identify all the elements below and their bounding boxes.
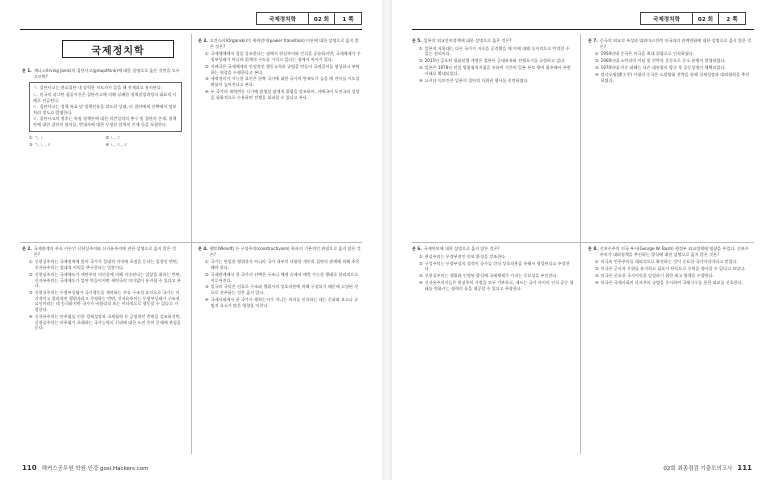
right-page-header [640,12,746,25]
header-subject: 국제정치학 [257,13,309,24]
statement-item: ㄴ. 미국의 피그만 침공사건은 집단사고에 의해 실패한 정책결정과정의 대표적 사례로 언급된다. [33,91,177,103]
answer-option[interactable]: ③ 신현실주의는 행위와 인정된 방식에 국제체제가 가지는 중요성을 부인한다. [419,273,558,279]
answer-options [588,259,752,285]
answer-option[interactable]: ② 미국은 군사적 우위를 유지하고 필요시 단독으로 무력을 행사할 수 있다고 보았다. [595,266,746,272]
question-8 [588,246,752,287]
column-divider [580,34,581,454]
answer-options [588,51,752,83]
question-number: 문 5. [412,38,422,43]
question-stem: 국제안보에 대한 설명으로 옳지 않은 것은? [423,246,500,251]
answer-options [412,254,574,292]
answer-options [198,51,362,100]
header-rule [20,29,362,30]
question-3 [198,38,362,102]
question-2 [22,246,182,332]
footer-text: 02회 최종점검 기출모의고사 [663,466,733,472]
book-gutter [382,0,392,480]
answer-option[interactable]: ② 1960년대 소련과의 이념 및 전략적 갈등으로 중소 분쟁이 발생하였다. [595,58,726,64]
answer-option[interactable]: ④ 두 국가의 세력변동 시기에 발생할 잠재적 위험을 강조하며, 지배국이 도전국의 성장을 평화적으로 수용하면 전쟁을 회피할 수 있다고 본다. [205,89,360,100]
page-number: 110 [22,464,37,472]
header-rule [412,29,754,30]
answer-option[interactable]: ③ 일국의 국익은 선호로 구조와 행위자의 상호작용에 의해 구성되기 때문에 고정된 것으로 간주하는 것은 옳지 않다. [205,284,359,296]
page-number: 111 [737,464,752,472]
question-4 [198,246,362,310]
header-page: 2 쪽 [726,16,738,23]
right-footer [663,464,752,472]
left-footer [22,464,149,472]
answer-option[interactable]: ③ 세력전이가 가능한 요인은 한쪽 국가에 대한 국가의 만족도가 높을 때 전이를 시도할 확률이 높아진다고 본다. [205,76,360,88]
answer-option[interactable]: ④ 국제사회에서 한 국가가 행하는지가 지니는 의미를 인식하는 데는 문화와 요소나 규범적 요소가 많은 영향을 미친다. [205,297,359,308]
answer-choices [22,135,182,148]
question-7 [588,38,752,85]
answer-option[interactable]: ③ 1970년대 미중 화해는 닉슨 대통령의 방중 후 공동성명이 채택되었다. [595,65,726,71]
question-stem: 중국의 외교적 특성과 대외마스전략 미국과의 관계변화에 대한 설명으로 옳지 않은 것은? [599,38,752,49]
answer-options [412,46,574,84]
question-stem: 일본의 외교안보정책에 대한 설명으로 옳은 것은? [423,38,512,43]
answer-option[interactable]: ① 국제체제에서 힘을 강조한다는 점에서 현실주의와 인식을 공유하지만, 국제체제가 무정부상태가 아니라 위계적 구도를 가지고 있다는 점에서 차이가 있다. [205,51,361,62]
question-number: 문 1. [22,68,32,73]
answer-option[interactable]: ③ 신현실주의는 무정부상태가 국가행동을 제약하는 주요 구조적 요인으로 국가는 이기적이고 합리적인 행위자라고 가정하는 반면, 신자유주의는 무정부상태가 구조적 요인이라는 데 동의하지만 국가가 비합리적 또는 이타적으로 행동할 수 있다고 가정한다. [29,290,180,312]
answer-option[interactable]: ① 현실주의는 무정부적인 안보 환경을 강조한다. [419,253,507,259]
header-page: 1 쪽 [342,16,354,23]
question-number: 문 4. [198,246,208,251]
question-number: 문 7. [588,38,598,43]
right-page [392,0,774,480]
question-stem: 오간스키(Organski)의 세력전이(power transition) 이론에 대한 설명으로 옳지 않은 것은? [209,38,359,49]
answer-option[interactable]: ④ 덩샤오핑(鄧小平) 시대의 중국은 도광양회 전략을 통해 경제성장과 대외협력을 추진하였다. [595,72,750,83]
column-divider [191,34,192,454]
answer-option[interactable]: ① 미국의 민주주의를 대외적으로 확산하는 것이 중요한 국가이익이라고 믿었다. [595,259,738,265]
answer-option[interactable]: ① 1950년대 중국은 미국을 최대 위협으로 인식하였다. [595,51,695,57]
question-1 [22,68,182,148]
answer-choice[interactable]: ② ㄴ, ㄷ [105,134,121,140]
question-stem: 웬트(Wendt) 등 구성주의(constructivism) 학파의 기본적인 관점으로 옳지 않은 것은? [209,246,361,257]
answer-choice[interactable]: ④ ㄴ, ㄷ, ㄹ [105,142,128,148]
answer-option[interactable]: ② 구성주의는 무정부성의 성격이 국가들 간의 상호작용을 통해서 형성된다고 주장한다. [419,260,570,272]
header-round: 02 회 [693,13,719,24]
question-stem: 신보수주의 미국 부시(George W. Bush) 행정부 외교정책에 영향을 주었다. 신보수주의가 대외정책을 추진하는 방식에 대한 설명으로 옳지 않은 것은? [599,246,749,257]
question-number: 문 3. [198,38,208,43]
answer-options [198,259,362,308]
question-5 [412,38,574,85]
statement-item: ㄹ. 집단사고의 정후는 특정 정책안에 대한 의견일치의 추구 및 집단의 존재, 정책안에 대한 집단의 합의를, 반대자에 대한 무정한 압력의 존재 등을 포함한다. [33,116,177,128]
answer-option[interactable]: ② 국제관계에서 한 국가의 선택은 구조나 체제 속에서 예측 가능한 행태로 합리적으로 이루어진다. [205,271,359,283]
answer-options [22,259,182,331]
answer-option[interactable]: ① 신현실주의는 국제정치에 있어 국가가 상대적 이익에 초점을 둔다는 입장인 반면, 신자유주의는 절대적 이익을 추구한다는 입장이다. [29,259,179,270]
footer-text: 해커스공무원 학원·인강 gosi.Hackers.com [41,466,149,472]
answer-option[interactable]: ② 신현실주의는 국제체도가 세련주의 의미상에 의해 지속된다는 입장을 취하는 반면, 신자유주의는 국제제도가 일단 만들어지면 세련국의 의미없이 유지될 수 있다고 본다. [29,271,181,289]
answer-choice[interactable]: ③ ㄱ, ㄴ, ㄹ [29,142,52,148]
question-number: 문 2. [22,246,32,251]
answer-option[interactable]: ④ 요시다 독트린은 일본의 집단적 자위권 행사를 선언하였다. [419,77,529,83]
answer-option[interactable]: ② 2015년 공포된 평화헌법 개정은 일본이 군대보유와 전쟁포기를 규정하고 있다. [419,58,566,64]
header-round: 02 회 [309,13,335,24]
section-title: 국제정치학 [62,40,174,58]
left-page-header [256,12,362,25]
answer-option[interactable]: ③ 일본은 1978년 미일 방위협력지침을 통하여 기존의 일본 본토 방어 위주에서 주변사태로 확대되었다. [419,65,571,76]
statement-box [29,82,182,131]
statement-item: ㄱ. 집단사고는 관료집단 내 강력한 지도자가 있을 때 전제되고 유지된다. [33,85,162,91]
question-6 [412,246,574,293]
answer-option[interactable]: ① 국가는 단일한 행위자가 아니라 국가 내부의 다양한 개인과 집단의 관계에 의해 주목해야 한다. [205,259,360,270]
left-page [0,0,382,480]
question-stem: 국제관계의 주요 이론인 신현실주의와 신자유주의에 관한 설명으로 옳지 않은 것은? [33,246,177,257]
question-stem: 재니스(Irving Janis)의 집단사고(groupthink)에 대한 설명으로 옳은 것만을 모두 고르면? [33,68,180,79]
answer-option[interactable]: ② 지배국은 국제체제의 안정적인 행동규칙과 규범을 만들어 국제질서를 형성하고 부여하는 역할을 수행한다고 본다. [205,63,360,75]
answer-option[interactable]: ④ 신자유주의는 미주휘를 인한 경제성장과 국제협력 등 긍정적인 측면을 강조하지만, 신현실주의는 미주휘가 초래하는 국가능력의 신뢰에 대한 도전 등의 문제에 관심을 둔다. [29,313,181,331]
answer-option[interactable]: ④ 신자유주의자들은 현실주의 가정을 모두 거부하고, 제도는 국가 사이의 인식 공동 생태를 변화시는 협력의 틀을 제공할 수 있다고 주장한다. [419,280,574,291]
answer-option[interactable]: ③ 미국은 중요한 국가이익을 달성하기 위한 최고 방책을 수행한다. [595,273,714,279]
statement-item: ㄷ. 집단사고는 정책 특효 및 정책선통을 과도한 상태, 타 집단에게 선택에서 정보처리 정도로 발생한다. [33,104,177,115]
header-subject: 국제정치학 [641,13,693,24]
question-number: 문 6. [412,246,422,251]
question-number: 문 8. [588,246,598,251]
answer-option[interactable]: ④ 미국은 국제사회의 다자주의 규범을 중시하여 국제기구를 통한 외교를 선호한다. [595,280,743,286]
answer-choice[interactable]: ① ㄱ, ㄴ [29,134,45,140]
row-divider [412,242,754,243]
answer-option[interactable]: ① 일본의 자위대는 다른 국가가 지속을 공격했을 때 이에 대해 독자적으로 반격할 수 있는 권리이다. [419,45,570,57]
row-divider [20,242,362,243]
